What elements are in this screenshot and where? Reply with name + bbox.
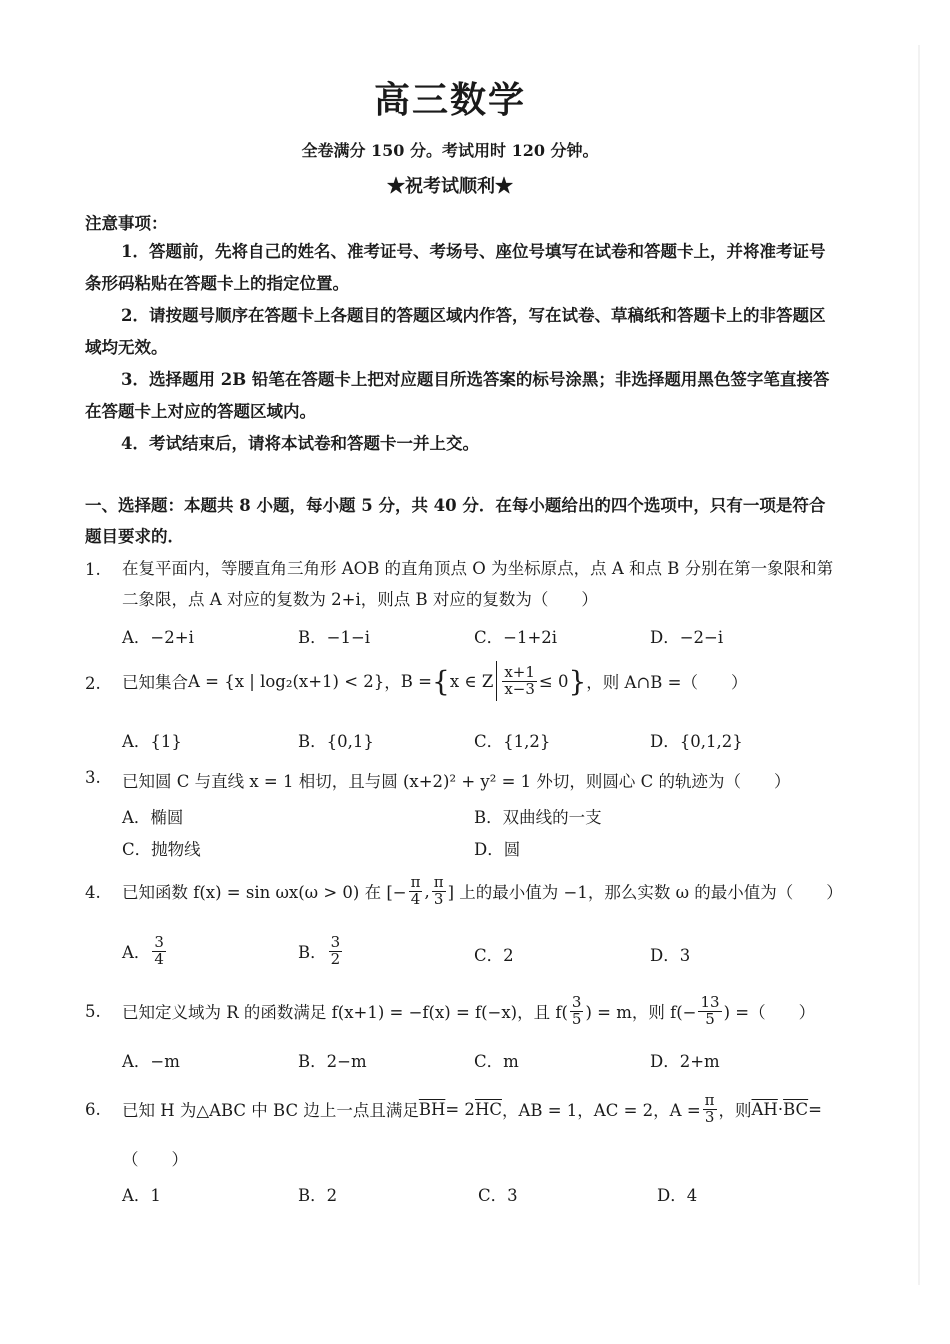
page-title: 高三数学 (373, 80, 526, 121)
q2-set-b-var: x ∈ Z (449, 671, 494, 691)
fraction-numerator: π (410, 872, 421, 891)
option-label: A． (122, 943, 151, 962)
notice-item-1: 1．答题前，先将自己的姓名、准考证号、考场号、座位号填写在试卷和答题卡上，并将准考证号条形码粘贴在答题卡上的指定位置。 (85, 242, 826, 293)
fraction-denominator: 5 (705, 1009, 715, 1028)
vector-bh: $\overline{BH}$ (418, 1099, 446, 1119)
fraction-numerator: 3 (154, 932, 164, 951)
q5-option-a: A．−m (122, 1052, 180, 1071)
q1-option-a: A．−2+i (122, 628, 194, 647)
question-5-text (122, 988, 815, 1034)
q1-option-b: B．−1−i (298, 628, 371, 647)
fraction-numerator: π (704, 1090, 715, 1109)
q3-option-d: D．圆 (474, 840, 521, 859)
q4-option-a (122, 928, 168, 974)
set-divider (496, 661, 497, 701)
q4-fraction-2 (432, 872, 446, 908)
q2-set-b-label: B = (400, 671, 432, 691)
fraction-numerator: π (433, 872, 444, 891)
q2-inequality: ≤ 0 (538, 671, 569, 691)
q6-text-part: 已知 H 为△ABC 中 BC 边上一点且满足 (122, 1101, 419, 1120)
q6-option-a: A．1 (122, 1186, 161, 1205)
q3-option-b: B．双曲线的一支 (474, 808, 602, 827)
fraction-numerator: 3 (330, 932, 341, 951)
notice-item-3: 3．选择题用 2B 铅笔在答题卡上把对应题目所选答案的标号涂黑；非选择题用黑色签字笔直接答在答题卡上对应的答题区域内。 (85, 370, 830, 421)
q2-option-d: D．{0,1,2} (650, 732, 743, 751)
option-fraction (329, 932, 343, 968)
q5-fraction-2 (698, 992, 721, 1028)
q6-text-part: ，AB = 1，AC = 2，A = (501, 1101, 701, 1120)
q2-option-b: B．{0,1} (298, 732, 374, 751)
page-edge (918, 45, 920, 1285)
q5-text-part: ) =（ ） (723, 1003, 816, 1022)
q6-text-part: = (808, 1099, 822, 1119)
fraction-numerator: 3 (571, 992, 582, 1011)
q5-fraction-1 (570, 992, 584, 1028)
question-number: 4. (85, 883, 101, 902)
q1-option-d: D．−2−i (650, 628, 724, 647)
q2-text-part: 已知集合 (122, 673, 188, 692)
q2-text-part: ， (384, 673, 401, 692)
notice-heading: 注意事项： (85, 214, 168, 233)
q2-option-c: C．{1,2} (474, 732, 551, 751)
fraction-denominator: 4 (154, 949, 164, 968)
q3-option-c: C．抛物线 (122, 840, 201, 859)
q5-text-part: 已知定义域为 R 的函数满足 f(x+1) = −f(x) = f(−x)，且 f( (122, 1003, 568, 1022)
notice-item-2: 2．请按题号顺序在答题卡上各题目的答题区域内作答，写在试卷、草稿纸和答题卡上的非答题区域均无效。 (85, 306, 826, 357)
q2-fraction (502, 662, 537, 698)
q4-text-part: ] 上的最小值为 −1，那么实数 ω 的最小值为（ ） (447, 883, 843, 902)
q2-set-a: A = {x | log₂(x+1) < 2} (188, 671, 385, 691)
q4-option-d: D．3 (650, 946, 691, 965)
q3-option-a: A．椭圆 (122, 808, 184, 827)
section-heading: 一、选择题：本题共 8 小题，每小题 5 分，共 40 分．在每小题给出的四个选项中，只有一项是符合题目要求的． (85, 496, 826, 546)
blessing-line: ★祝考试顺利★ (387, 176, 513, 197)
question-3-text: 已知圆 C 与直线 x = 1 相切，且与圆 (x+2)² + y² = 1 外切，则圆心 C 的轨迹为（ ） (122, 772, 791, 791)
fraction-denominator: 2 (330, 949, 341, 968)
q5-option-d: D．2+m (650, 1052, 720, 1071)
fraction-denominator: 3 (704, 1107, 715, 1126)
q4-option-c: C．2 (474, 946, 514, 965)
question-4-text (122, 868, 843, 914)
vector-bc: $\overline{BC}$ (783, 1099, 809, 1119)
question-number: 5. (85, 1002, 101, 1021)
left-brace: { (432, 664, 450, 698)
dot-product-sign: · (777, 1099, 784, 1119)
q2-text-part: ，则 A∩B =（ ） (586, 673, 748, 692)
question-number: 3. (85, 768, 101, 787)
fraction-numerator: 13 (700, 992, 720, 1011)
question-6-text (122, 1086, 822, 1132)
q6-text-part: ，则 (718, 1101, 752, 1120)
fraction-denominator: 4 (410, 889, 421, 908)
q4-option-b (298, 928, 344, 974)
option-label: B． (298, 943, 327, 962)
q1-option-c: C．−1+2i (474, 628, 558, 647)
q6-option-d: D．4 (657, 1186, 698, 1205)
question-1-text: 在复平面内，等腰直角三角形 AOB 的直角顶点 O 为坐标原点，点 A 和点 B 分别在第一象限和第二象限，点 A 对应的复数为 2+i，则点 B 对应的复数为（ ） (122, 559, 834, 609)
question-number: 2. (85, 674, 101, 693)
question-number: 1. (85, 560, 101, 579)
vector-hc: $\overline{HC}$ (474, 1099, 502, 1119)
question-2-text (122, 656, 747, 706)
q6-option-c: C．3 (478, 1186, 518, 1205)
q5-option-b: B．2−m (298, 1052, 367, 1071)
vector-ah: $\overline{AH}$ (751, 1099, 778, 1119)
fraction-denominator: 5 (571, 1009, 582, 1028)
notice-item-4: 4．考试结束后，请将本试卷和答题卡一并上交。 (121, 434, 479, 453)
q4-fraction-1 (409, 872, 423, 908)
q6-equals: = 2 (445, 1099, 475, 1119)
q5-option-c: C．m (474, 1052, 519, 1071)
question-number: 6. (85, 1100, 101, 1119)
answer-parentheses: （ ） (122, 1150, 188, 1169)
q6-option-b: B．2 (298, 1186, 338, 1205)
fraction-denominator: 3 (433, 889, 444, 908)
q2-option-a: A．{1} (122, 732, 182, 751)
q5-text-part: ) = m，则 f(− (585, 1003, 697, 1022)
q6-fraction (703, 1090, 717, 1126)
fraction-denominator: x−3 (504, 679, 535, 698)
right-brace: } (568, 664, 587, 698)
q4-text-part: 已知函数 f(x) = sin ωx(ω > 0) 在 [− (122, 883, 407, 902)
q4-comma: , (424, 881, 430, 901)
fraction-numerator: x+1 (504, 662, 535, 681)
option-fraction (152, 932, 166, 968)
exam-info: 全卷满分 150 分。考试用时 120 分钟。 (301, 141, 599, 160)
